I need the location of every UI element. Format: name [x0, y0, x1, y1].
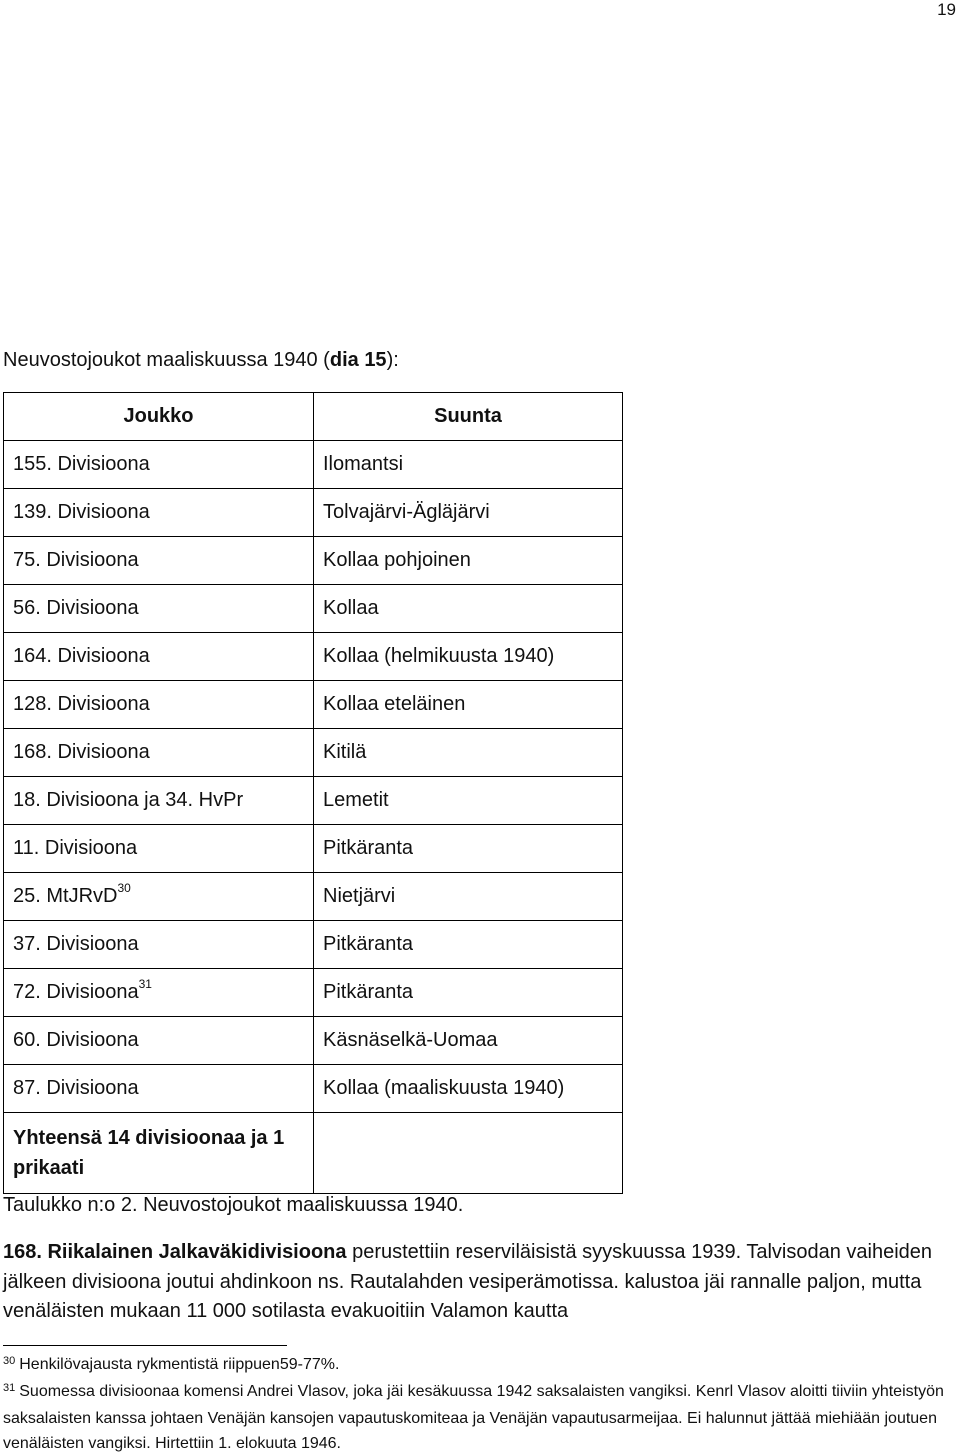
unit-cell [4, 537, 314, 585]
table-row [4, 1017, 623, 1065]
total-cell: Yhteensä 14 divisioonaa ja 1 prikaati [4, 1113, 314, 1194]
table-row [4, 585, 623, 633]
unit-cell [4, 825, 314, 873]
unit-name: 11. Divisioona [13, 837, 138, 859]
direction-cell: Nietjärvi [314, 873, 623, 921]
direction-cell: Lemetit [314, 777, 623, 825]
unit-cell [4, 969, 314, 1017]
footnotes [3, 1352, 953, 1456]
table-row [4, 921, 623, 969]
unit-name: 168. Divisioona [13, 741, 150, 763]
table-row [4, 729, 623, 777]
direction-cell: Ilomantsi [314, 441, 623, 489]
table-row [4, 681, 623, 729]
unit-cell [4, 585, 314, 633]
table-row [4, 1065, 623, 1113]
direction-cell: Käsnäselkä-Uomaa [314, 1017, 623, 1065]
unit-name: 37. Divisioona [13, 933, 139, 955]
direction-cell: Kollaa (maaliskuusta 1940) [314, 1065, 623, 1113]
footnote-number: 31 [3, 1382, 16, 1394]
unit-cell [4, 921, 314, 969]
direction-cell: Kollaa eteläinen [314, 681, 623, 729]
table-row [4, 969, 623, 1017]
footnote-ref: 30 [117, 881, 131, 895]
footnote-number: 30 [3, 1355, 16, 1367]
unit-name: 60. Divisioona [13, 1029, 139, 1051]
footnote-30 [3, 1352, 953, 1379]
footnote-text: Henkilövajausta rykmentistä riippuen59-77%. [19, 1356, 340, 1373]
unit-cell [4, 1017, 314, 1065]
footnote-ref: 31 [138, 977, 152, 991]
direction-cell: Kollaa pohjoinen [314, 537, 623, 585]
body-text: perustettiin reserviläisistä syyskuussa 1939. Talvisodan vaiheiden jälkeen divisioona joutui ahdinkoon ns. Rautalahden vesiperämotissa. kalustoa jäi rannalle paljon, mutta venäläisten mukaan 11 000 sotilasta evakuoitiin Valamon kautta [3, 1241, 933, 1322]
table-row [4, 825, 623, 873]
unit-cell [4, 1065, 314, 1113]
table-header-row [4, 393, 623, 441]
intro-text: Neuvostojoukot maaliskuussa 1940 ( [3, 349, 330, 371]
page-number: 19 [937, 0, 956, 19]
unit-cell [4, 633, 314, 681]
direction-cell: Kitilä [314, 729, 623, 777]
unit-name: 155. Divisioona [13, 453, 150, 475]
direction-cell: Pitkäranta [314, 921, 623, 969]
unit-name: 128. Divisioona [13, 693, 150, 715]
direction-cell: Tolvajärvi-Ägläjärvi [314, 489, 623, 537]
unit-cell [4, 729, 314, 777]
unit-cell [4, 441, 314, 489]
footnote-31 [3, 1379, 953, 1456]
unit-name: 56. Divisioona [13, 597, 139, 619]
unit-name: 25. MtJRvD [13, 885, 118, 907]
table-row [4, 441, 623, 489]
table-caption: Taulukko n:o 2. Neuvostojoukot maaliskuussa 1940. [3, 1194, 464, 1216]
intro-end: ): [386, 349, 399, 371]
table-total-row [4, 1113, 623, 1194]
unit-cell [4, 681, 314, 729]
unit-cell [4, 777, 314, 825]
header-unit: Joukko [4, 393, 314, 441]
table-row [4, 489, 623, 537]
direction-cell: Kollaa [314, 585, 623, 633]
unit-cell [4, 873, 314, 921]
footnote-text: Suomessa divisioonaa komensi Andrei Vlasov, joka jäi kesäkuussa 1942 saksalaisten vangiksi. Kenrl Vlasov aloitti tiiviin yhteistyön saksalaisten kanssa johtaen Venäjän kansojen vapautuskomiteaa ja Venäjän vapautusarmeijaa. Ei halunnut jättää miehiään joutuen venäläisten vangiksi. Hirtettiin 1. elokuuta 1946. [3, 1383, 944, 1452]
table-row [4, 777, 623, 825]
direction-cell: Pitkäranta [314, 825, 623, 873]
table-row [4, 537, 623, 585]
forces-table [3, 392, 623, 1194]
table-body [4, 441, 623, 1194]
intro-line [3, 347, 399, 373]
direction-cell: Pitkäranta [314, 969, 623, 1017]
table-row [4, 633, 623, 681]
unit-name: 18. Divisioona ja 34. HvPr [13, 789, 244, 811]
footnote-separator [3, 1345, 287, 1346]
body-bold-lead: 168. Riikalainen Jalkaväkidivisioona [3, 1241, 347, 1263]
empty-cell [314, 1113, 623, 1194]
header-direction: Suunta [314, 393, 623, 441]
unit-name: 139. Divisioona [13, 501, 150, 523]
unit-name: 72. Divisioona [13, 981, 139, 1003]
body-paragraph [3, 1238, 953, 1327]
direction-cell: Kollaa (helmikuusta 1940) [314, 633, 623, 681]
unit-name: 164. Divisioona [13, 645, 150, 667]
unit-cell [4, 489, 314, 537]
unit-name: 75. Divisioona [13, 549, 139, 571]
table-row [4, 873, 623, 921]
unit-name: 87. Divisioona [13, 1077, 139, 1099]
intro-slide-ref: dia 15 [329, 349, 387, 371]
